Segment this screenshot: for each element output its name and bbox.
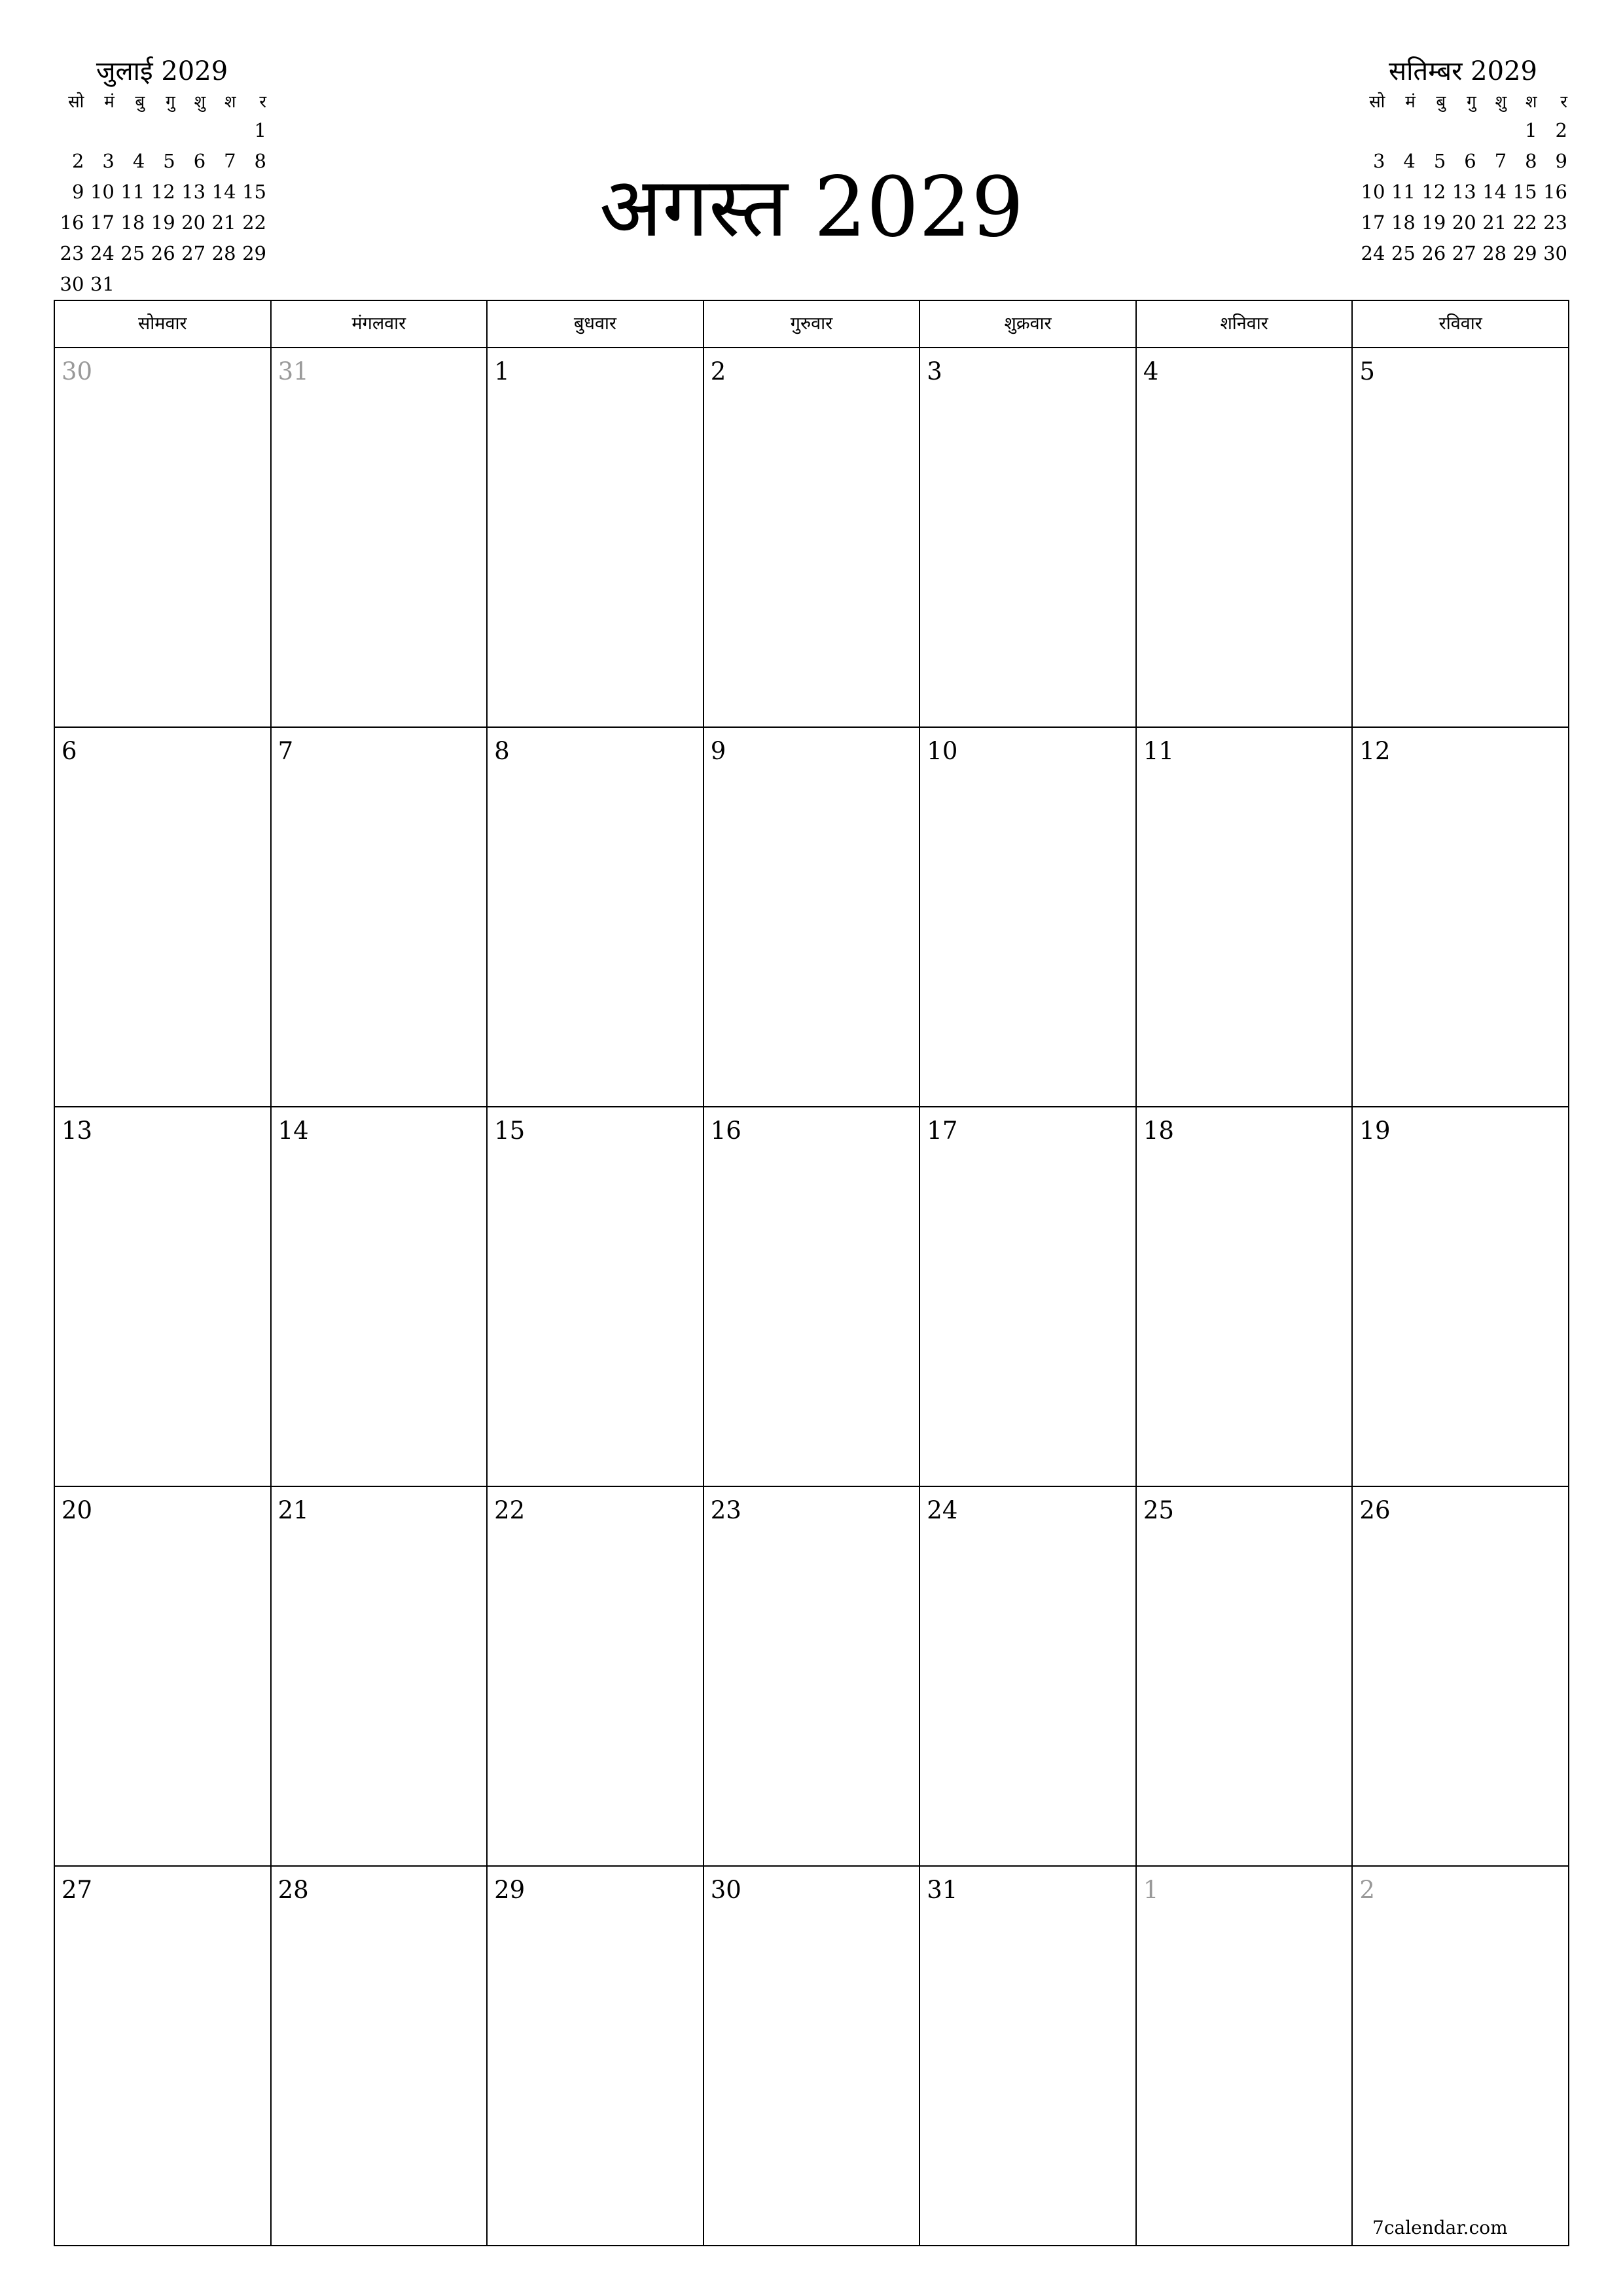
day-number: 12: [1359, 737, 1391, 765]
mini-day: [207, 115, 238, 146]
mini-week-row: [56, 269, 268, 300]
day-number: 30: [62, 357, 93, 386]
mini-day: 2: [1555, 119, 1567, 141]
day-cell: [488, 348, 704, 728]
month-grid: [54, 300, 1569, 2246]
day-cell: [488, 1487, 704, 1867]
mini-day: [1357, 115, 1387, 146]
day-number: 13: [62, 1117, 93, 1145]
mini-day: 10: [90, 181, 115, 203]
day-number: 8: [494, 737, 510, 765]
mini-day: [86, 115, 116, 146]
mini-day: 19: [151, 211, 175, 234]
day-number: 1: [494, 357, 510, 386]
mini-day: 21: [1482, 211, 1507, 234]
day-cell: [55, 1487, 272, 1867]
day-number: 5: [1359, 357, 1375, 386]
mini-calendar-day-headers: [1357, 89, 1569, 115]
mini-day: 16: [1543, 181, 1567, 203]
day-cell: [272, 728, 488, 1107]
mini-day-header: र: [259, 92, 266, 112]
weekday-header: सोमवार: [55, 301, 272, 348]
mini-day: 16: [60, 211, 84, 234]
mini-day: [177, 115, 207, 146]
week-rows: [55, 348, 1569, 2246]
day-cell: [55, 1867, 272, 2246]
mini-day-header: बु: [1436, 92, 1446, 112]
mini-day: 10: [1361, 181, 1385, 203]
weekday-header: शनिवार: [1137, 301, 1353, 348]
mini-day-header: मं: [1405, 92, 1416, 112]
mini-day: 29: [1512, 242, 1537, 264]
mini-day: 12: [1421, 181, 1446, 203]
day-cell: [920, 348, 1137, 728]
mini-day: 20: [181, 211, 206, 234]
day-cell: [55, 728, 272, 1107]
day-number: 27: [62, 1876, 93, 1904]
mini-day: 26: [1421, 242, 1446, 264]
mini-day: 2: [71, 150, 84, 172]
day-number: 29: [494, 1876, 526, 1904]
mini-day: 1: [254, 119, 266, 141]
mini-day: 9: [71, 181, 84, 203]
mini-day: 14: [1482, 181, 1507, 203]
mini-week-row: [56, 115, 268, 146]
day-number: 16: [710, 1117, 741, 1145]
day-cell: [704, 728, 921, 1107]
mini-week-row: [1357, 146, 1569, 177]
mini-day-header: र: [1560, 92, 1567, 112]
day-cell-other-month: [1137, 1867, 1353, 2246]
mini-day-header: बु: [135, 92, 145, 112]
day-cell: [488, 1867, 704, 2246]
mini-day-header: शु: [194, 92, 206, 112]
mini-day: 11: [120, 181, 145, 203]
day-cell-other-month: [272, 348, 488, 728]
mini-day: 29: [242, 242, 266, 264]
day-cell: [704, 1487, 921, 1867]
mini-day: 6: [1464, 150, 1476, 172]
mini-week-row: [1357, 238, 1569, 269]
day-number: 31: [927, 1876, 958, 1904]
mini-day: 4: [132, 150, 145, 172]
mini-calendar-day-headers: [56, 89, 268, 115]
day-number: 28: [277, 1876, 309, 1904]
mini-calendar-days: [56, 115, 268, 300]
mini-day: 26: [151, 242, 175, 264]
mini-calendar-title: जुलाई 2029: [96, 56, 228, 86]
day-cell: [704, 1107, 921, 1487]
mini-day: [1387, 115, 1417, 146]
day-cell: [1353, 1487, 1569, 1867]
mini-day: 28: [211, 242, 236, 264]
mini-day: 22: [242, 211, 266, 234]
mini-day: 15: [1512, 181, 1537, 203]
weekday-header: रविवार: [1353, 301, 1569, 348]
day-cell: [1137, 728, 1353, 1107]
mini-day: 20: [1452, 211, 1476, 234]
day-cell: [1137, 1107, 1353, 1487]
day-cell: [55, 1107, 272, 1487]
mini-day: 19: [1421, 211, 1446, 234]
day-cell: [488, 1107, 704, 1487]
day-number: 18: [1143, 1117, 1174, 1145]
day-number: 2: [710, 357, 726, 386]
mini-day-header: गु: [1467, 92, 1476, 112]
day-number: 24: [927, 1496, 958, 1524]
mini-day: [238, 269, 268, 300]
mini-day: 13: [1452, 181, 1476, 203]
day-number: 11: [1143, 737, 1174, 765]
day-cell: [704, 1867, 921, 2246]
mini-day: 7: [224, 150, 236, 172]
mini-day: 9: [1555, 150, 1567, 172]
day-cell-other-month: [1353, 1867, 1569, 2246]
mini-day: 18: [1391, 211, 1416, 234]
day-number: 23: [710, 1496, 741, 1524]
mini-day: [56, 115, 86, 146]
mini-day: 24: [1361, 242, 1385, 264]
day-cell: [920, 1487, 1137, 1867]
day-number: 4: [1143, 357, 1159, 386]
mini-day: 12: [151, 181, 175, 203]
mini-day: 11: [1391, 181, 1416, 203]
mini-day: 23: [60, 242, 84, 264]
mini-day: 25: [120, 242, 145, 264]
mini-day-header: श: [224, 92, 236, 112]
mini-day-header: शु: [1495, 92, 1507, 112]
mini-day: 1: [1525, 119, 1537, 141]
mini-week-row: [1357, 177, 1569, 207]
mini-week-row: [56, 238, 268, 269]
day-cell: [920, 1867, 1137, 2246]
mini-week-row: [56, 146, 268, 177]
mini-day: [116, 115, 147, 146]
day-number: 9: [710, 737, 726, 765]
day-cell: [488, 728, 704, 1107]
day-number: 26: [1359, 1496, 1391, 1524]
mini-day: [1418, 115, 1448, 146]
mini-day: 18: [120, 211, 145, 234]
weekday-header-row: [55, 301, 1569, 348]
mini-day: 5: [163, 150, 175, 172]
mini-day: 28: [1482, 242, 1507, 264]
mini-day: 30: [60, 273, 84, 295]
mini-day-header: सो: [68, 92, 84, 112]
day-number: 25: [1143, 1496, 1174, 1524]
day-cell: [272, 1487, 488, 1867]
mini-week-row: [56, 207, 268, 238]
mini-day: 8: [1525, 150, 1537, 172]
day-cell: [1353, 348, 1569, 728]
day-cell: [272, 1867, 488, 2246]
mini-day: 27: [181, 242, 206, 264]
week-row: [55, 348, 1569, 728]
mini-day: 30: [1543, 242, 1567, 264]
mini-day: 24: [90, 242, 115, 264]
mini-day: [147, 269, 177, 300]
mini-day: 3: [1372, 150, 1385, 172]
day-cell-other-month: [55, 348, 272, 728]
mini-day: 17: [1361, 211, 1385, 234]
mini-day: [177, 269, 207, 300]
day-number: 31: [277, 357, 309, 386]
mini-day: 3: [102, 150, 115, 172]
mini-day: [1448, 115, 1478, 146]
mini-day: 22: [1512, 211, 1537, 234]
week-row: [55, 1487, 1569, 1867]
mini-week-row: [1357, 207, 1569, 238]
mini-day: 23: [1543, 211, 1567, 234]
day-number: 10: [927, 737, 958, 765]
day-number: 14: [277, 1117, 309, 1145]
weekday-header: मंगलवार: [272, 301, 488, 348]
mini-day: 21: [211, 211, 236, 234]
mini-day: 5: [1433, 150, 1446, 172]
day-number: 15: [494, 1117, 526, 1145]
day-cell: [704, 348, 921, 728]
week-row: [55, 728, 1569, 1107]
mini-day: 27: [1452, 242, 1476, 264]
day-cell: [920, 728, 1137, 1107]
mini-day-header: मं: [104, 92, 115, 112]
mini-day: [1478, 115, 1508, 146]
day-number: 3: [927, 357, 942, 386]
mini-day: [116, 269, 147, 300]
day-number: 17: [927, 1117, 958, 1145]
day-cell: [1137, 1487, 1353, 1867]
day-cell: [1137, 348, 1353, 728]
day-number: 1: [1143, 1876, 1159, 1904]
mini-day: 15: [242, 181, 266, 203]
day-cell: [920, 1107, 1137, 1487]
weekday-header: बुधवार: [488, 301, 704, 348]
mini-calendar-title: सतिम्बर 2029: [1389, 56, 1537, 86]
day-number: 19: [1359, 1117, 1391, 1145]
week-row: [55, 1867, 1569, 2246]
mini-day-header: सो: [1369, 92, 1385, 112]
mini-calendar-days: [1357, 115, 1569, 269]
mini-day: 6: [193, 150, 206, 172]
page-title: अगस्त 2029: [599, 159, 1024, 255]
mini-day: 4: [1403, 150, 1416, 172]
day-number: 21: [277, 1496, 309, 1524]
day-number: 20: [62, 1496, 93, 1524]
day-number: 6: [62, 737, 77, 765]
day-cell: [272, 1107, 488, 1487]
mini-day: 14: [211, 181, 236, 203]
watermark: 7calendar.com: [1372, 2217, 1508, 2238]
mini-day: [207, 269, 238, 300]
mini-day: [147, 115, 177, 146]
day-number: 7: [277, 737, 294, 765]
day-number: 30: [710, 1876, 741, 1904]
mini-day: 8: [254, 150, 266, 172]
mini-day: 13: [181, 181, 206, 203]
mini-day: 31: [90, 273, 115, 295]
mini-day: 17: [90, 211, 115, 234]
day-number: 2: [1359, 1876, 1375, 1904]
mini-day-header: श: [1525, 92, 1537, 112]
mini-day: 7: [1494, 150, 1507, 172]
mini-day-header: गु: [166, 92, 175, 112]
weekday-header: शुक्रवार: [920, 301, 1137, 348]
mini-week-row: [56, 177, 268, 207]
mini-calendar-next-month: [1357, 54, 1569, 269]
day-cell: [1353, 728, 1569, 1107]
weekday-header: गुरुवार: [704, 301, 921, 348]
mini-calendar-prev-month: [56, 54, 268, 300]
day-cell: [1353, 1107, 1569, 1487]
week-row: [55, 1107, 1569, 1487]
mini-day: 25: [1391, 242, 1416, 264]
day-number: 22: [494, 1496, 526, 1524]
mini-week-row: [1357, 115, 1569, 146]
